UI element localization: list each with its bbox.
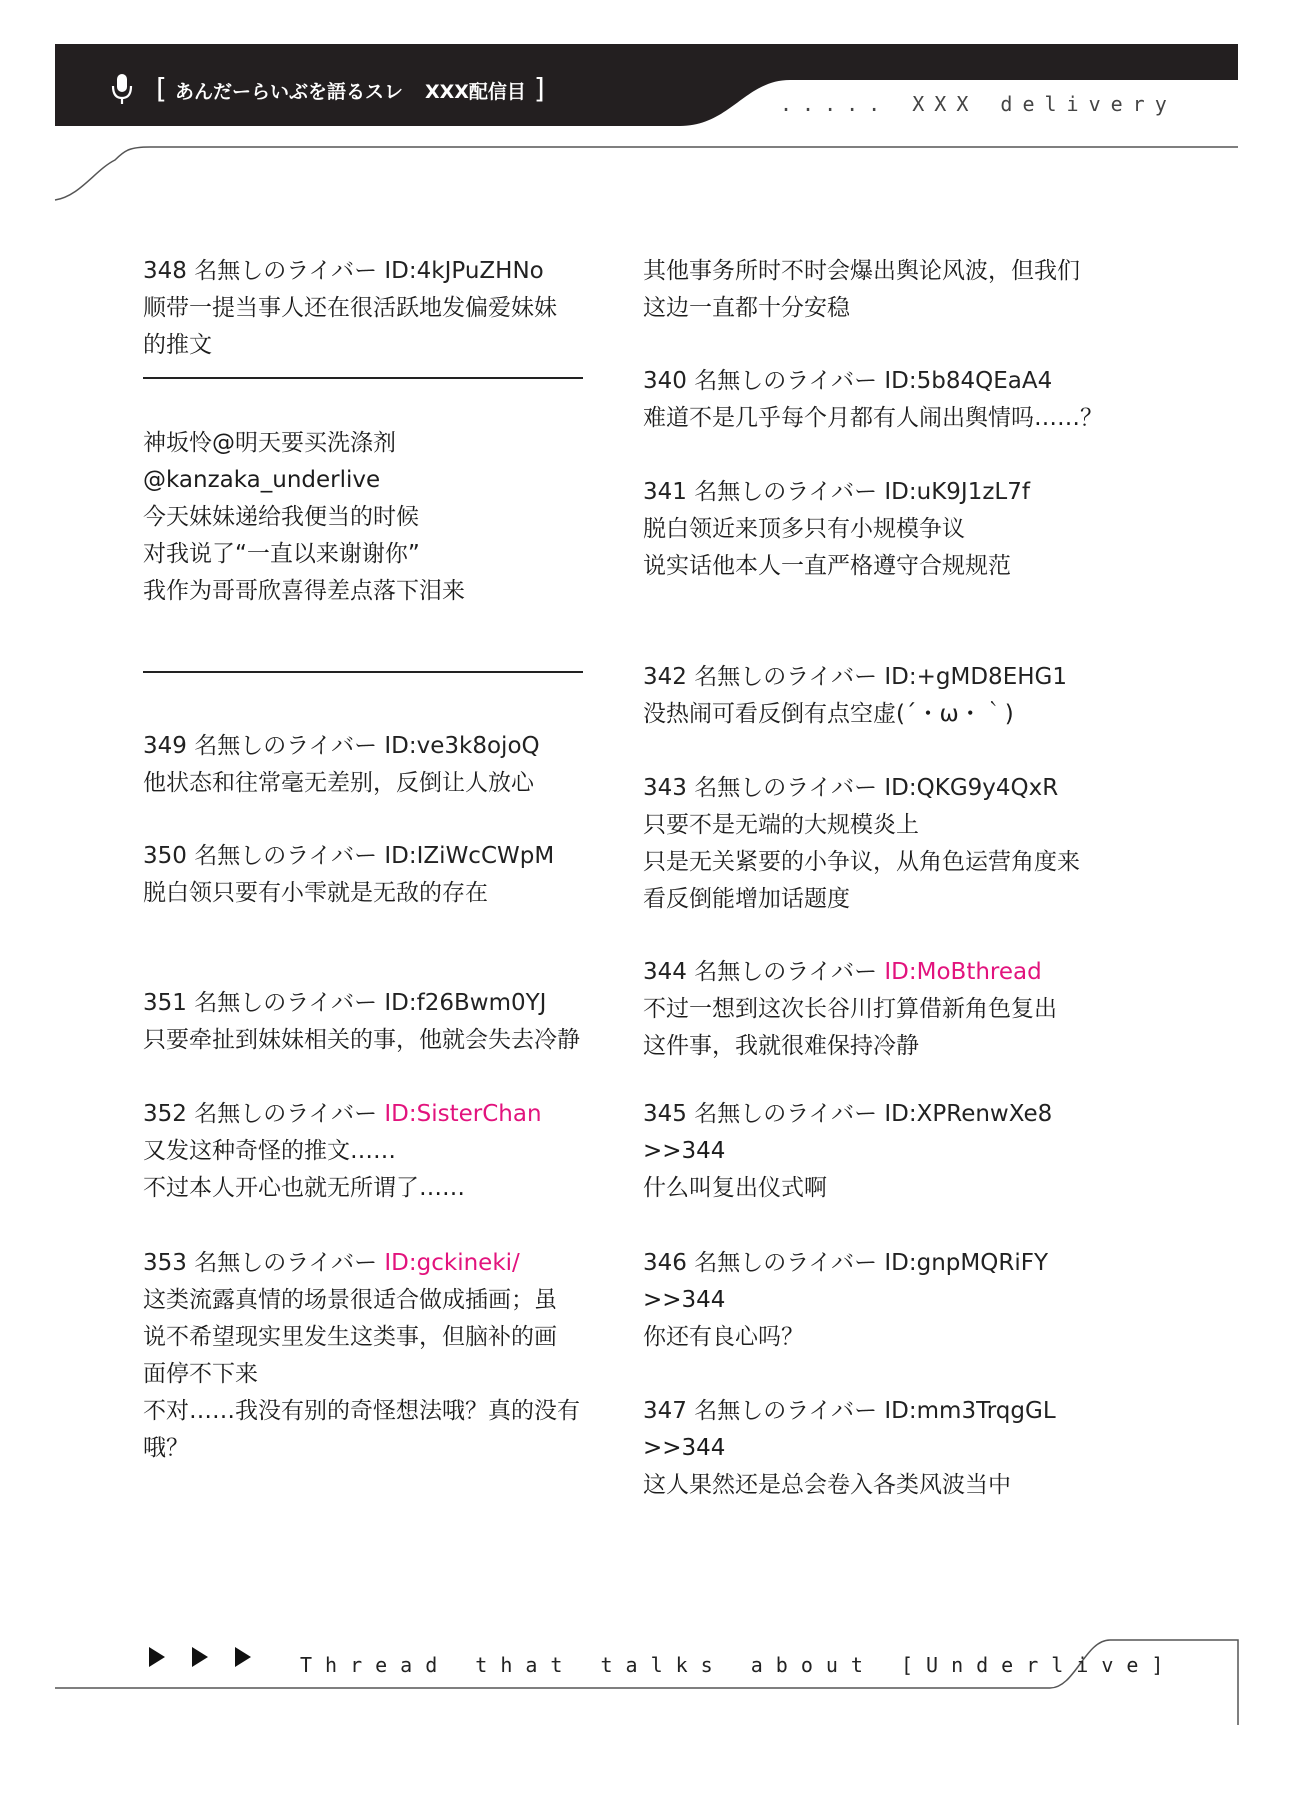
tweet-line: 我作为哥哥欣喜得差点落下泪来 [143,578,465,604]
header-title [148,72,553,108]
post-line: 面停不下来 [143,1361,258,1387]
poster-id-highlighted: ID:MoBthread [884,959,1042,985]
poster-id: ID:mm3TrqgGL [884,1398,1056,1424]
poster-id-highlighted: ID:SisterChan [384,1101,542,1127]
poster-id: ID:5b84QEaA4 [884,368,1053,394]
post-number: 345 [643,1101,687,1127]
post-line: 哦？ [143,1435,189,1461]
post-number: 346 [643,1250,687,1276]
post-number: 347 [643,1398,687,1424]
post-line: 脱白领只要有小雫就是无敌的存在 [143,880,488,906]
tweet-author: 神坂怜@明天要买洗涤剂 [143,430,396,456]
post-351 [143,985,580,1059]
poster-name: 名無しのライバー [194,1101,378,1127]
post-line: 不对……我没有别的奇怪想法哦？真的没有 [143,1398,580,1424]
reply-reference[interactable]: >>344 [643,1435,726,1461]
post-line: 不过一想到这次长谷川打算借新角色复出 [643,996,1057,1022]
post-header [143,1245,580,1282]
footer-tagline: Thread that talks about [Underlive] [300,1653,1177,1677]
header-subtitle: ..... XXX delivery [780,92,1177,116]
poster-id: ID:+gMD8EHG1 [884,664,1067,690]
reply-reference[interactable]: >>344 [643,1287,726,1313]
post-line: 其他事务所时不时会爆出舆论风波，但我们 [643,258,1080,284]
post-346 [643,1245,1048,1356]
header-right-bracket: ] [533,71,545,105]
post-line: 什么叫复出仪式啊 [643,1175,827,1201]
post-header [643,770,1080,807]
play-arrow-icon [235,1647,251,1667]
post-line: 只是无关紧要的小争议，从角色运营角度来 [643,849,1080,875]
post-341 [643,474,1030,585]
tweet-divider-bottom [143,671,583,673]
post-header [143,1096,542,1133]
post-line: 又发这种奇怪的推文…… [143,1138,396,1164]
post-347 [643,1393,1056,1504]
poster-id: ID:QKG9y4QxR [884,775,1059,801]
post-number: 353 [143,1250,187,1276]
header-title-suffix: XXX配信目 [424,80,526,103]
post-header [643,1393,1056,1430]
post-line: 说不希望现实里发生这类事，但脑补的画 [143,1324,557,1350]
post-342 [643,659,1067,733]
post-line: 这人果然还是总会卷入各类风波当中 [643,1472,1011,1498]
play-arrow-icons [149,1647,251,1667]
poster-name: 名無しのライバー [694,664,878,690]
post-number: 352 [143,1101,187,1127]
post-number: 344 [643,959,687,985]
post-line: 不过本人开心也就无所谓了…… [143,1175,465,1201]
post-343 [643,770,1080,918]
post-number: 342 [643,664,687,690]
post-header [143,728,540,765]
post-header [143,838,554,875]
post-349 [143,728,540,802]
post-line: 的推文 [143,332,212,358]
post-line: 这边一直都十分安稳 [643,295,850,321]
poster-name: 名無しのライバー [694,959,878,985]
post-line: 脱白领近来顶多只有小规模争议 [643,516,965,542]
post-header [643,474,1030,511]
post-number: 340 [643,368,687,394]
reply-reference[interactable]: >>344 [643,1138,726,1164]
poster-name: 名無しのライバー [694,1101,878,1127]
post-header [143,985,580,1022]
post-continuation [643,253,1080,327]
post-line: 只要不是无端的大规模炎上 [643,812,919,838]
header-left-bracket: [ [156,71,167,105]
post-number: 350 [143,843,187,869]
tweet-line: 对我说了“一直以来谢谢你” [143,541,420,567]
poster-id: ID:ve3k8ojoQ [384,733,540,759]
quoted-tweet [143,425,465,610]
poster-id: ID:uK9J1zL7f [884,479,1030,505]
poster-id: ID:IZiWcCWpM [384,843,555,869]
post-line: 顺带一提当事人还在很活跃地发偏爱妹妹 [143,295,557,321]
post-number: 348 [143,258,187,284]
post-header [643,954,1057,991]
post-header [143,253,557,290]
poster-name: 名無しのライバー [694,1398,878,1424]
post-number: 349 [143,733,187,759]
post-number: 351 [143,990,187,1016]
play-arrow-icon [149,1647,165,1667]
tweet-handle: @kanzaka_underlive [143,467,381,493]
poster-name: 名無しのライバー [194,258,378,284]
poster-name: 名無しのライバー [694,775,878,801]
post-345 [643,1096,1052,1207]
post-header [643,1096,1052,1133]
post-line: 这类流露真情的场景很适合做成插画；虽 [143,1287,557,1313]
post-header [643,363,1103,400]
post-line: 说实话他本人一直严格遵守合规规范 [643,553,1011,579]
poster-id: ID:4kJPuZHNo [384,258,544,284]
post-340 [643,363,1103,437]
play-arrow-icon [192,1647,208,1667]
post-number: 341 [643,479,687,505]
post-line: 你还有良心吗？ [643,1324,804,1350]
poster-name: 名無しのライバー [694,1250,878,1276]
post-header [643,1245,1048,1282]
post-line: 没热闹可看反倒有点空虚(´・ω・｀) [643,701,1014,727]
post-348 [143,253,557,364]
post-line: 难道不是几乎每个月都有人闹出舆情吗……？ [643,405,1103,431]
post-344 [643,954,1057,1065]
poster-id: ID:f26Bwm0YJ [384,990,547,1016]
poster-name: 名無しのライバー [194,843,378,869]
poster-name: 名無しのライバー [694,368,878,394]
header-underline [55,147,1238,200]
poster-id: ID:XPRenwXe8 [884,1101,1053,1127]
post-352 [143,1096,542,1207]
header-title-prefix: あんだーらいぶを語るスレ [174,80,403,103]
poster-name: 名無しのライバー [194,990,378,1016]
poster-name: 名無しのライバー [694,479,878,505]
post-number: 343 [643,775,687,801]
poster-name: 名無しのライバー [194,1250,378,1276]
poster-id: ID:gnpMQRiFY [884,1250,1049,1276]
post-353 [143,1245,580,1467]
post-header [643,659,1067,696]
poster-name: 名無しのライバー [194,733,378,759]
poster-id-highlighted: ID:gckineki/ [384,1250,520,1276]
post-350 [143,838,554,912]
post-line: 他状态和往常毫无差别，反倒让人放心 [143,770,534,796]
tweet-divider-top [143,377,583,379]
post-line: 只要牵扯到妹妹相关的事，他就会失去冷静 [143,1027,580,1053]
post-line: 看反倒能增加话题度 [643,886,850,912]
post-line: 这件事，我就很难保持冷静 [643,1033,919,1059]
tweet-line: 今天妹妹递给我便当的时候 [143,504,419,530]
